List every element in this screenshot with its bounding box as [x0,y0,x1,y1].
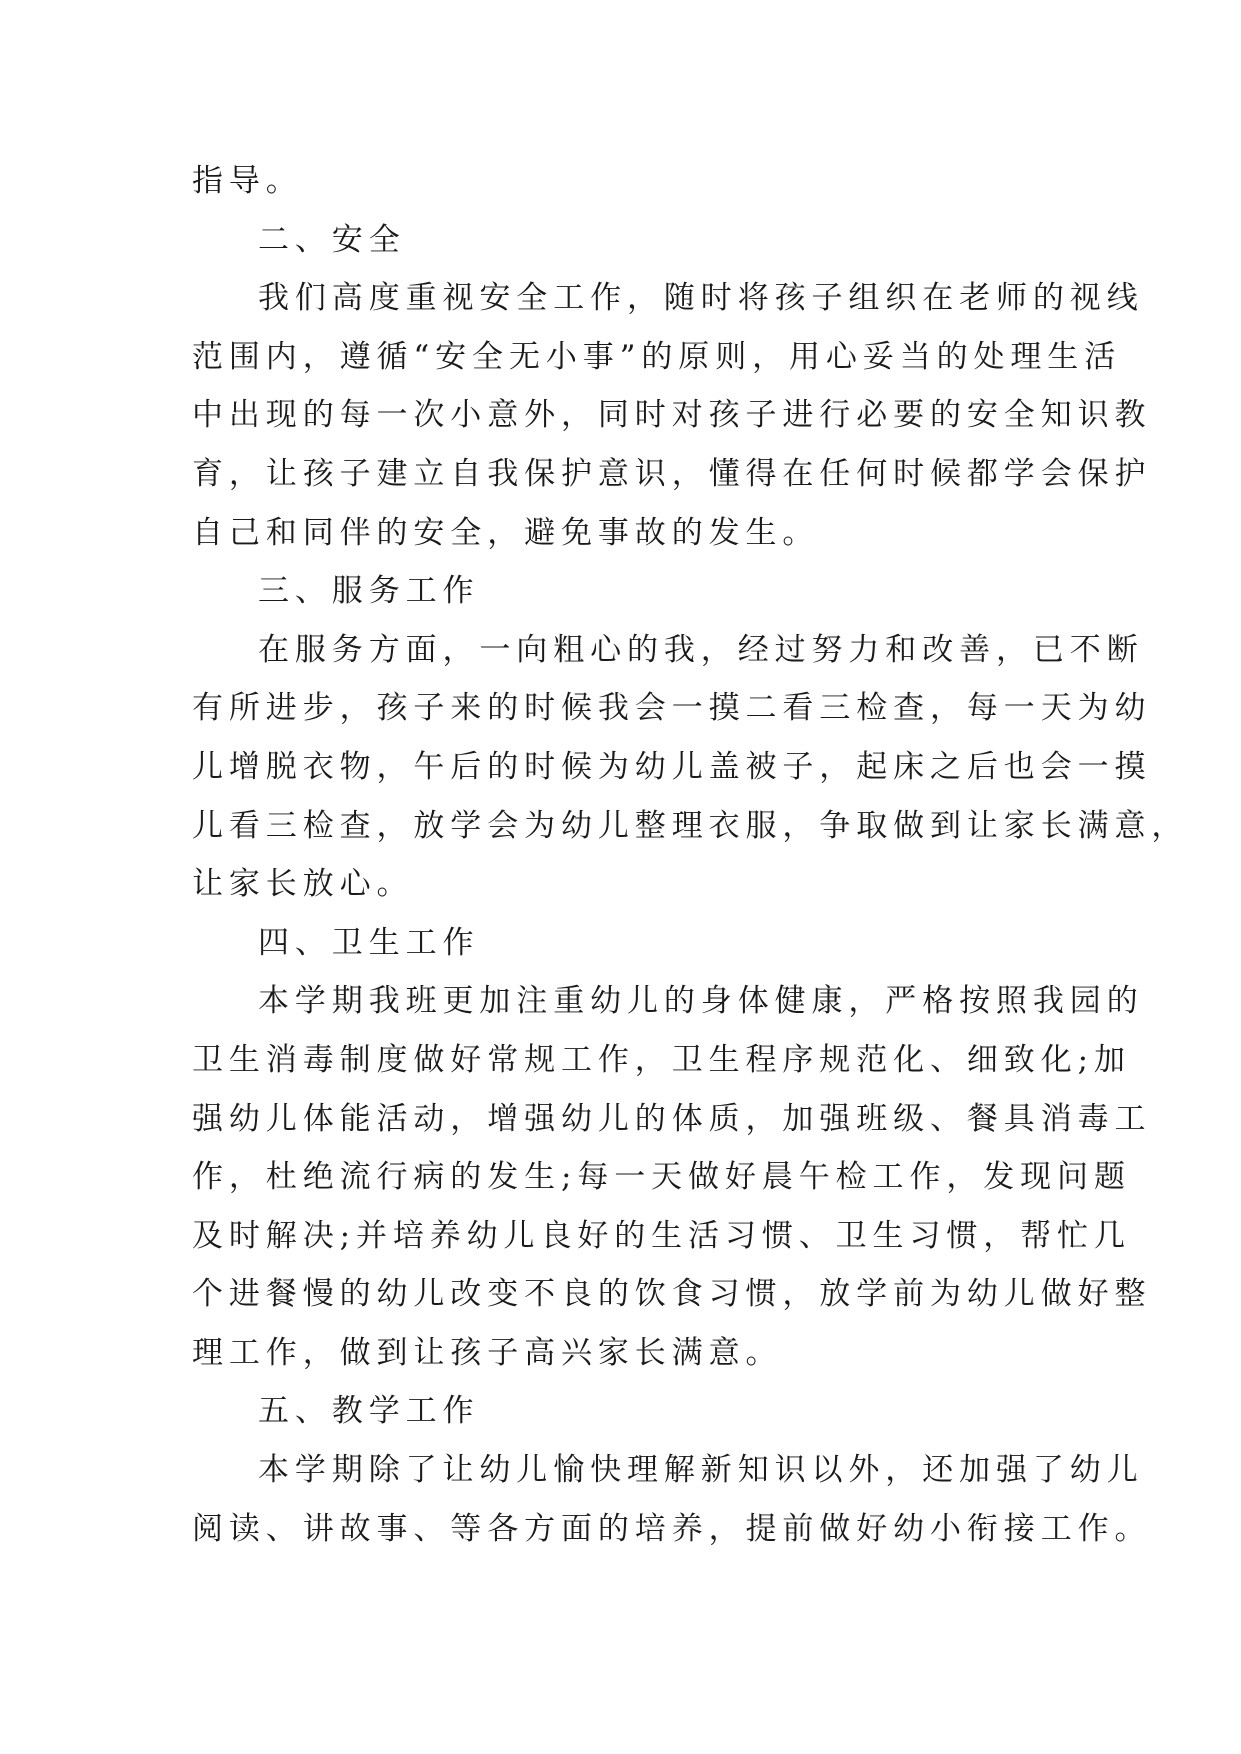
section-heading-hygiene: 四、卫生工作 [258,924,480,961]
text-line: 强幼儿体能活动，增强幼儿的体质，加强班级、餐具消毒工 [192,1100,1152,1137]
text-line: 在服务方面，一向粗心的我，经过努力和改善，已不断 [258,631,1144,668]
text-line: 本学期我班更加注重幼儿的身体健康，严格按照我园的 [258,983,1144,1020]
text-line: 儿增脱衣物，午后的时候为幼儿盖被子，起床之后也会一摸 [192,748,1152,785]
section-heading-teaching: 五、教学工作 [258,1393,480,1430]
section-heading-safety: 二、安全 [258,221,406,258]
text-line: 卫生消毒制度做好常规工作，卫生程序规范化、细致化;加 [192,1041,1131,1078]
text-line: 阅读、讲故事、等各方面的培养，提前做好幼小衔接工作。 [192,1510,1152,1547]
section-heading-service: 三、服务工作 [258,573,480,610]
text-line: 作，杜绝流行病的发生;每一天做好晨午检工作，发现问题 [192,1159,1131,1196]
text-line: 让家长放心。 [192,866,414,903]
document-body [192,152,1189,1558]
text-line: 中出现的每一次小意外，同时对孩子进行必要的安全知识教 [192,397,1152,434]
text-line: 理工作，做到让孩子高兴家长满意。 [192,1334,783,1371]
text-line: 我们高度重视安全工作，随时将孩子组织在老师的视线 [258,280,1144,317]
text-line: 本学期除了让幼儿愉快理解新知识以外，还加强了幼儿 [258,1452,1144,1489]
text-line: 个进餐慢的幼儿改变不良的饮食习惯，放学前为幼儿做好整 [192,1276,1152,1313]
text-line: 自己和同伴的安全，避免事故的发生。 [192,514,820,551]
text-line: 及时解决;并培养幼儿良好的生活习惯、卫生习惯，帮忙几 [192,1217,1131,1254]
text-line: 范围内，遵循“安全无小事”的原则，用心妥当的处理生活 [192,338,1122,375]
text-line: 有所进步，孩子来的时候我会一摸二看三检查，每一天为幼 [192,690,1152,727]
text-line: 儿看三检查，放学会为幼儿整理衣服，争取做到让家长满意， [192,807,1189,844]
text-line: 指导。 [192,163,303,199]
text-line: 育，让孩子建立自我保护意识，懂得在任何时候都学会保护 [192,455,1152,492]
